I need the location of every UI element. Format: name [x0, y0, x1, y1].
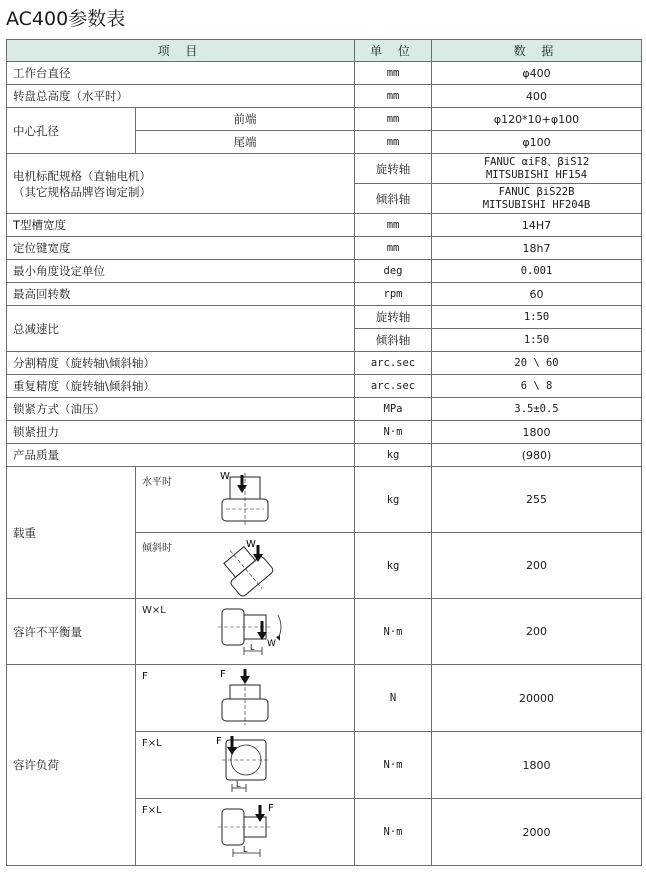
row-unit: MPa: [355, 398, 432, 421]
row-sublabel: F×L: [142, 738, 162, 749]
table-row: [7, 260, 642, 283]
row-unit: kg: [355, 533, 432, 599]
load-tilted-cell: [136, 533, 355, 599]
diagram-symbol-f: F: [220, 669, 226, 680]
diagram-symbol-f: F: [216, 736, 222, 747]
row-label: 锁紧扭力: [7, 421, 355, 444]
row-sublabel: 旋转轴: [355, 154, 432, 184]
row-label: 中心孔径: [7, 108, 136, 154]
row-label: 电机标配规格（直轴电机）: [13, 168, 151, 183]
row-value: 200: [432, 533, 642, 599]
moment-load-diagram-2: [216, 801, 296, 863]
rotation-arrow-icon: [276, 635, 280, 641]
row-sublabel: 水平时: [142, 477, 172, 488]
header-unit: 单 位: [355, 40, 432, 62]
diagram-symbol-w: W: [267, 639, 276, 649]
row-unit: N·m: [355, 599, 432, 665]
row-value: 1:50: [432, 306, 642, 329]
table-row: [7, 352, 642, 375]
table-row: [7, 665, 642, 732]
row-sublabel: F: [142, 671, 148, 682]
row-unit: kg: [355, 444, 432, 467]
moment-load-diagram-1: [216, 734, 286, 796]
load-arrow-icon: [255, 814, 265, 822]
table-horizontal-load-diagram: [216, 469, 286, 531]
axial-load-diagram: [216, 667, 286, 729]
row-label: 定位键宽度: [7, 237, 355, 260]
row-value: 400: [432, 85, 642, 108]
row-label: 产品质量: [7, 444, 355, 467]
page-title: AC400参数表: [6, 8, 126, 30]
diagram-symbol-l: L: [236, 780, 241, 789]
table-row: [7, 283, 642, 306]
row-label: 最高回转数: [7, 283, 355, 306]
row-value: [432, 154, 642, 184]
row-value: 60: [432, 283, 642, 306]
row-unit: mm: [355, 237, 432, 260]
table-row: [7, 599, 642, 665]
header-item: 项 目: [7, 40, 355, 62]
table-row: [7, 444, 642, 467]
table-tilted-load-diagram: [216, 535, 286, 597]
row-sublabel: W×L: [142, 605, 166, 616]
row-label: 分割精度（旋转轴\倾斜轴）: [7, 352, 355, 375]
row-label: 最小角度设定单位: [7, 260, 355, 283]
table-header-row: [7, 40, 642, 62]
row-unit: N·m: [355, 421, 432, 444]
load-arrow-icon: [240, 676, 250, 684]
table-row: [7, 108, 642, 131]
row-unit: arc.sec: [355, 375, 432, 398]
table-row: [7, 214, 642, 237]
row-unit: rpm: [355, 283, 432, 306]
header-data: 数 据: [432, 40, 642, 62]
moment-load-cell-2: [136, 799, 355, 866]
row-sublabel: 倾斜轴: [355, 184, 432, 214]
diagram-symbol-w: W: [220, 471, 230, 482]
unbalance-diagram: [216, 601, 296, 663]
row-unit: mm: [355, 85, 432, 108]
row-unit: N·m: [355, 732, 432, 799]
diagram-symbol-f: F: [268, 803, 274, 814]
axial-load-cell: [136, 665, 355, 732]
spec-table: [6, 39, 642, 866]
row-unit: mm: [355, 108, 432, 131]
row-value: 255: [432, 467, 642, 533]
motor-rotary-line2: MITSUBISHI HF154: [485, 168, 588, 181]
table-row: [7, 154, 642, 184]
row-unit: mm: [355, 131, 432, 154]
diagram-symbol-l: L: [250, 643, 255, 652]
row-value: [432, 184, 642, 214]
motor-label-cell: [7, 154, 355, 214]
row-unit: mm: [355, 214, 432, 237]
row-value: 18h7: [432, 237, 642, 260]
row-value: 20 \ 60: [432, 352, 642, 375]
row-unit: arc.sec: [355, 352, 432, 375]
row-label: 总减速比: [7, 306, 355, 352]
row-value: 14H7: [432, 214, 642, 237]
row-label: T型槽宽度: [7, 214, 355, 237]
row-label: 容许负荷: [7, 665, 136, 866]
load-arrow-icon: [237, 485, 247, 493]
table-row: [7, 85, 642, 108]
diagram-symbol-w: W: [246, 539, 256, 550]
row-value: 2000: [432, 799, 642, 866]
table-row: [7, 62, 642, 85]
row-label: 载重: [7, 467, 136, 599]
motor-rotary-line1: FANUC αiF8、βiS12: [483, 155, 590, 168]
row-unit: N·m: [355, 799, 432, 866]
row-label: 锁紧方式（油压）: [7, 398, 355, 421]
row-label: 容许不平衡量: [7, 599, 136, 665]
motor-tilt-line2: MITSUBISHI HF204B: [482, 198, 591, 211]
row-sublabel: 尾端: [136, 131, 355, 154]
diagram-symbol-l: L: [243, 845, 248, 854]
table-row: [7, 237, 642, 260]
row-value: 6 \ 8: [432, 375, 642, 398]
unbalance-cell: [136, 599, 355, 665]
table-row: [7, 467, 642, 533]
row-label: 重复精度（旋转轴\倾斜轴）: [7, 375, 355, 398]
row-value: 1800: [432, 421, 642, 444]
row-value: (980): [432, 444, 642, 467]
load-arrow-icon: [227, 747, 237, 755]
moment-load-cell-1: [136, 732, 355, 799]
row-unit: mm: [355, 62, 432, 85]
table-row: [7, 375, 642, 398]
row-unit: deg: [355, 260, 432, 283]
table-row: [7, 398, 642, 421]
row-value: φ400: [432, 62, 642, 85]
row-value: φ100: [432, 131, 642, 154]
row-value: φ120*10+φ100: [432, 108, 642, 131]
motor-tilt-line1: FANUC βiS22B: [498, 185, 575, 198]
row-value: 1800: [432, 732, 642, 799]
row-sublabel: 倾斜轴: [355, 329, 432, 352]
row-sublabel: 旋转轴: [355, 306, 432, 329]
row-value: 3.5±0.5: [432, 398, 642, 421]
row-value: 200: [432, 599, 642, 665]
row-value: 0.001: [432, 260, 642, 283]
table-row: [7, 421, 642, 444]
row-note: （其它规格品牌咨询定制）: [13, 184, 151, 199]
row-sublabel: 倾斜时: [142, 543, 172, 554]
row-unit: N: [355, 665, 432, 732]
row-label: 工作台直径: [7, 62, 355, 85]
row-value: 1:50: [432, 329, 642, 352]
row-label: 转盘总高度（水平时）: [7, 85, 355, 108]
row-sublabel: 前端: [136, 108, 355, 131]
row-unit: kg: [355, 467, 432, 533]
row-value: 20000: [432, 665, 642, 732]
table-row: [7, 306, 642, 329]
row-sublabel: F×L: [142, 805, 162, 816]
load-horizontal-cell: [136, 467, 355, 533]
